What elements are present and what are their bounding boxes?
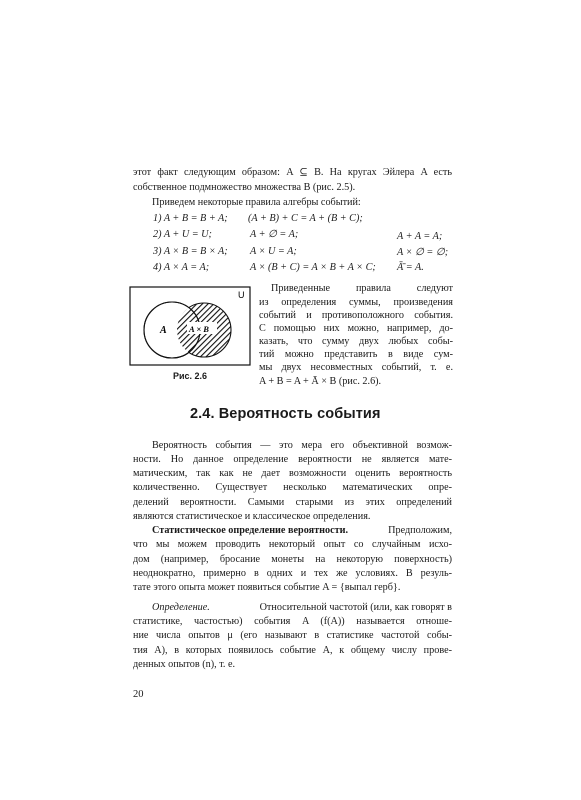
fig-text-7: мы двух несовместных событий, т. е. bbox=[259, 362, 453, 373]
fig-text-5: казать, что сумму двух любых собы- bbox=[259, 336, 453, 347]
fig-text-6: тий можно представить в виде сум- bbox=[259, 349, 453, 360]
rule-2-c: A + A = A; bbox=[397, 231, 443, 242]
section-title: 2.4. Вероятность события bbox=[190, 406, 381, 422]
para1-line-1: Вероятность события — это мера его объективной возмож- bbox=[152, 440, 452, 451]
para3-line-2: статистике, частостью) события A (f(A)) называется отноше- bbox=[133, 616, 452, 627]
euler-diagram bbox=[129, 286, 251, 366]
para2-line-4: неоднократно, примерно в одних и тех же условиях. В резуль- bbox=[133, 568, 452, 579]
fig-text-3: событий и противоположного события. bbox=[259, 310, 453, 321]
para2-bold-term: Статистическое определение вероятности. bbox=[152, 525, 349, 536]
para2-first-rest: Предположим, bbox=[388, 525, 452, 536]
para2-line-5: тате этого опыта может появиться событие A = {выпал герб}. bbox=[133, 582, 401, 593]
intro-line-2: собственное подмножество множества B (рис. 2.5). bbox=[133, 182, 356, 193]
page-number: 20 bbox=[133, 689, 144, 700]
fig-text-1: Приведенные правила следуют bbox=[271, 283, 453, 294]
para1-line-4: количественно. Существует несколько математических опре- bbox=[133, 482, 452, 493]
para1-line-6: являются статистическое и классическое определения. bbox=[133, 511, 371, 522]
rule-2-a: 2) A + U = U; bbox=[153, 229, 212, 240]
rule-4-a: 4) A × A = A; bbox=[153, 262, 210, 273]
para2-line-1 bbox=[152, 524, 452, 537]
rule-2-b: A + ∅ = A; bbox=[250, 229, 299, 240]
intro-line-1: этот факт следующим образом: A ⊆ B. На кругах Эйлера A есть bbox=[133, 167, 452, 178]
para1-line-2: ности. Но данное определение вероятности не является мате- bbox=[133, 454, 452, 465]
rule-1-a: 1) A + B = B + A; bbox=[153, 213, 228, 224]
rule-4-c: Ā̄ = A. bbox=[397, 262, 424, 273]
para3-line-4: тия A), в которых появилось событие A, к общему числу прове- bbox=[133, 645, 452, 656]
rule-3-b: A × U = A; bbox=[250, 246, 297, 257]
rule-3-a: 3) A × B = B × A; bbox=[153, 246, 228, 257]
fig-text-8: A + B = A + Ā × B (рис. 2.6). bbox=[259, 376, 382, 387]
figure-caption: Рис. 2.6 bbox=[173, 371, 208, 381]
intersection-label: A × B bbox=[189, 324, 209, 334]
para3-first-rest: Относительной частотой (или, как говорят в bbox=[259, 602, 452, 613]
rules-intro: Приведем некоторые правила алгебры событий: bbox=[152, 197, 361, 208]
rule-3-c: A × ∅ = ∅; bbox=[397, 247, 449, 258]
para3-line-3: ние числа опытов μ (его называют в статистике частотой собы- bbox=[133, 630, 452, 641]
para2-line-3: дом (например, бросание монеты на некоторую поверхность) bbox=[133, 554, 452, 565]
para3-line-1 bbox=[152, 601, 452, 614]
fig-text-2: из определения суммы, произведения bbox=[259, 297, 453, 308]
para1-line-5: делений вероятности. Самыми старыми из этих определений bbox=[133, 497, 452, 508]
set-a-label: A bbox=[160, 325, 167, 336]
universe-label: U bbox=[238, 290, 245, 300]
para1-line-3: матическим, так как не дает возможности оценить вероятность bbox=[133, 468, 452, 479]
rule-1-b: (A + B) + C = A + (B + C); bbox=[248, 213, 363, 224]
fig-text-4: С помощью них можно, например, до- bbox=[259, 323, 453, 334]
para2-line-2: что мы можем проводить некоторый опыт со случайным исхо- bbox=[133, 539, 452, 550]
rule-4-b: A × (B + C) = A × B + A × C; bbox=[250, 262, 376, 273]
para3-line-5: денных опытов (n), т. е. bbox=[133, 659, 236, 670]
para3-italic-term: Определение. bbox=[152, 602, 210, 613]
